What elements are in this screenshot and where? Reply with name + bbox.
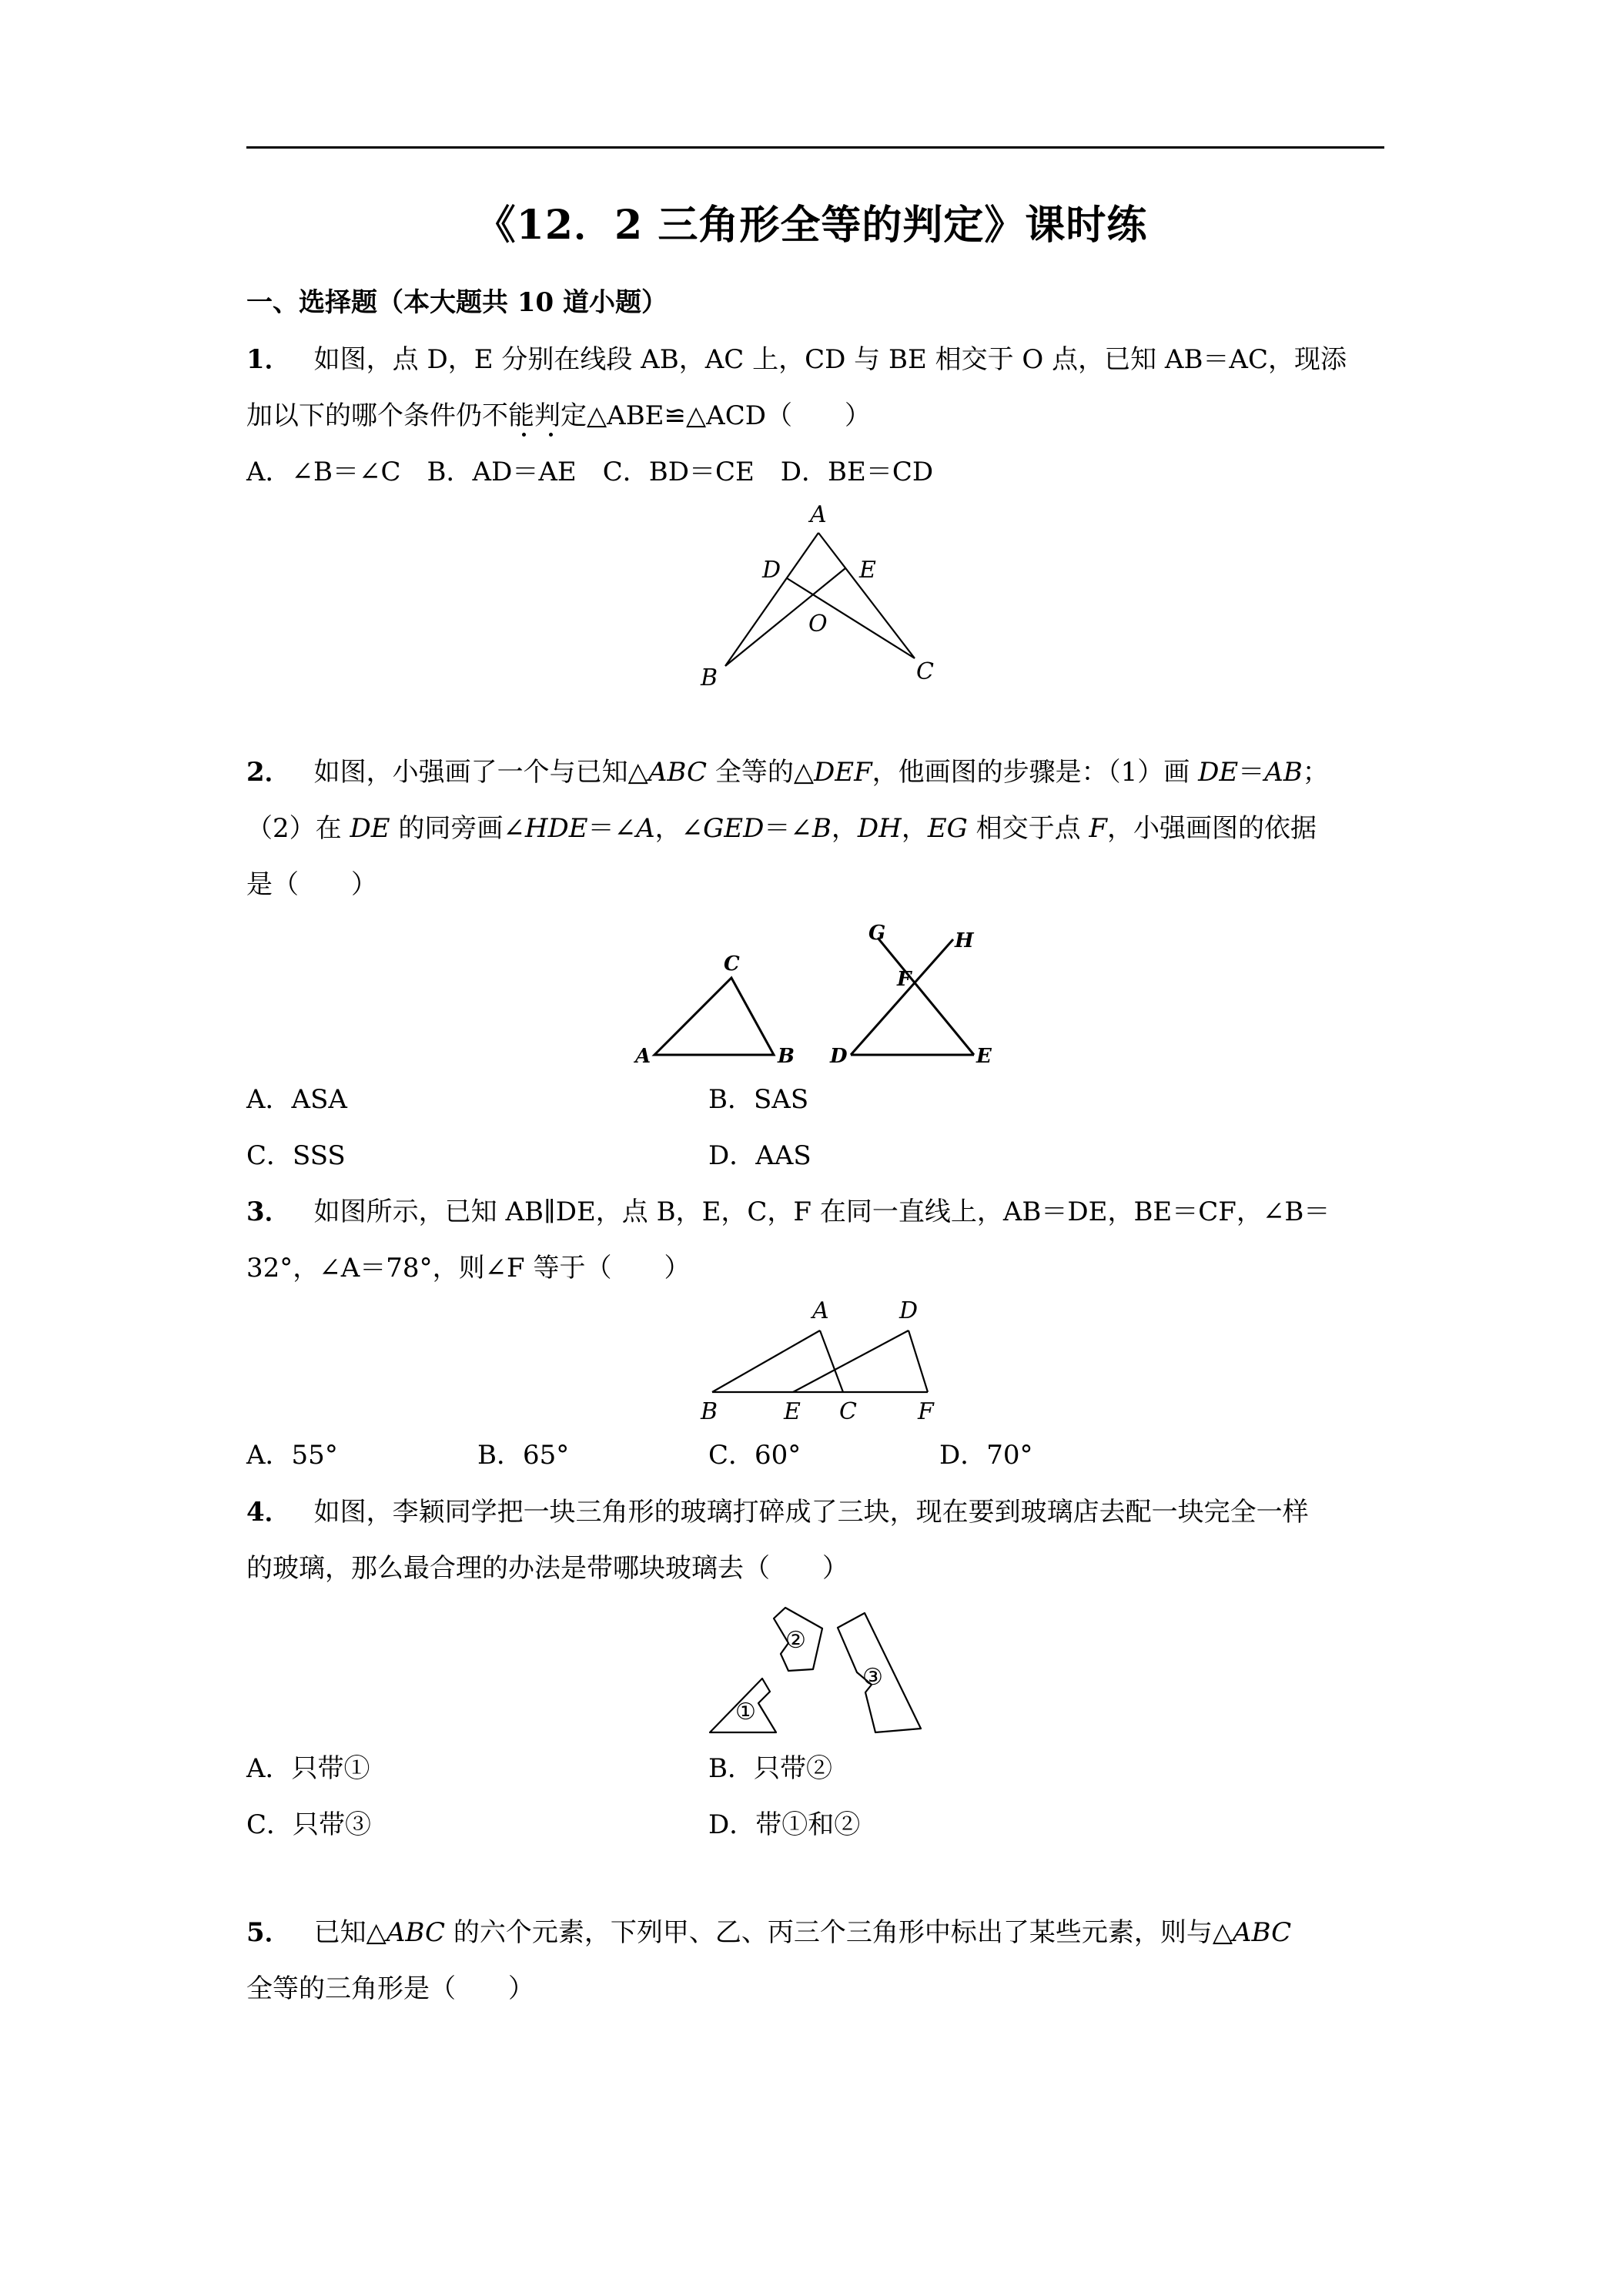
q2-number: 2． (246, 757, 291, 788)
q1-label-c: C (916, 658, 934, 685)
q1-number: 1． (246, 344, 291, 375)
emphasis-dot (549, 433, 553, 437)
q4-option-a: A．只带① (246, 1753, 370, 1784)
header-rule (246, 146, 1384, 149)
q1-options: A．∠B＝∠C B．AD＝AE C．BD＝CE D．BE＝CD (246, 457, 934, 487)
q2-figure (631, 916, 1009, 1078)
q2-option-c: C．SSS (246, 1140, 346, 1171)
q1-label-b: B (701, 664, 718, 691)
emphasis-dot (522, 433, 526, 437)
q5-number: 5． (246, 1917, 291, 1948)
q1-figure (693, 500, 955, 701)
q1-line2: 加以下的哪个条件仍不能判定△ABE≌△ACD（ ） (246, 400, 871, 431)
q4-line1: 4． 如图，李颖同学把一块三角形的玻璃打碎成了三块，现在要到玻璃店去配一块完全一样 (246, 1497, 1309, 1528)
q4-label-3: ③ (862, 1664, 883, 1691)
q2-option-a: A．ASA (246, 1084, 347, 1115)
section-heading: 一、选择题（本大题共 10 道小题） (246, 287, 668, 318)
q3-number: 3． (246, 1197, 291, 1227)
q3-figure (693, 1294, 970, 1424)
q1-label-a: A (810, 501, 827, 528)
q5-line1: 5． 已知△ABC 的六个元素，下列甲、乙、丙三个三角形中标出了某些元素，则与△ABC (246, 1917, 1292, 1948)
q2-label-b: B (778, 1045, 795, 1068)
q4-option-d: D．带①和② (708, 1809, 861, 1840)
q4-label-2: ② (785, 1627, 806, 1654)
q3-label-c: C (839, 1398, 857, 1425)
q2-line2: （2）在 DE 的同旁画∠HDE＝∠A，∠GED＝∠B，DH，EG 相交于点 F，小强画图的依据 (246, 813, 1317, 844)
q4-line2: 的玻璃，那么最合理的办法是带哪块玻璃去（ ） (246, 1553, 848, 1584)
q3-line2: 32°，∠A＝78°，则∠F 等于（ ） (246, 1253, 691, 1284)
q1-line1: 1． 如图，点 D，E 分别在线段 AB，AC 上，CD 与 BE 相交于 O 点，已知 AB＝AC，现添 (246, 344, 1347, 375)
q2-label-e: E (976, 1045, 992, 1068)
q3-line1: 3． 如图所示，已知 AB∥DE，点 B，E，C，F 在同一直线上，AB＝DE，BE＝CF，∠B＝ (246, 1197, 1330, 1227)
q2-label-a: A (635, 1045, 651, 1068)
q2-label-g: G (868, 922, 886, 945)
q3-option-c: C．60° (708, 1440, 801, 1471)
q2-label-h: H (955, 929, 974, 952)
q2-label-f: F (897, 968, 912, 991)
q2-option-d: D．AAS (708, 1140, 812, 1171)
q3-label-a: A (812, 1297, 829, 1324)
q4-label-1: ① (735, 1699, 756, 1725)
page-title: 《12．2 三角形全等的判定》课时练 (475, 202, 1148, 249)
q3-label-b: B (701, 1398, 718, 1425)
q3-label-f: F (918, 1398, 934, 1425)
q4-figure (701, 1602, 932, 1740)
q5-line2: 全等的三角形是（ ） (246, 1973, 534, 2004)
q2-line1: 2． 如图，小强画了一个与已知△ABC 全等的△DEF，他画图的步骤是：（1）画 DE＝AB； (246, 757, 1329, 788)
q4-option-c: C．只带③ (246, 1809, 372, 1840)
q3-option-d: D．70° (939, 1440, 1033, 1471)
q3-option-b: B．65° (477, 1440, 570, 1471)
q1-label-d: D (762, 557, 781, 584)
q1-label-e: E (859, 557, 876, 584)
q2-label-d: D (830, 1045, 848, 1068)
q2-label-c: C (724, 952, 740, 976)
q2-option-b: B．SAS (708, 1084, 809, 1115)
q3-label-d: D (899, 1297, 919, 1324)
q4-number: 4． (246, 1497, 291, 1528)
q1-label-o: O (808, 611, 828, 638)
q3-label-e: E (784, 1398, 801, 1425)
q4-option-b: B．只带② (708, 1753, 832, 1784)
q3-option-a: A．55° (246, 1440, 338, 1471)
q2-line3: 是（ ） (246, 869, 377, 900)
